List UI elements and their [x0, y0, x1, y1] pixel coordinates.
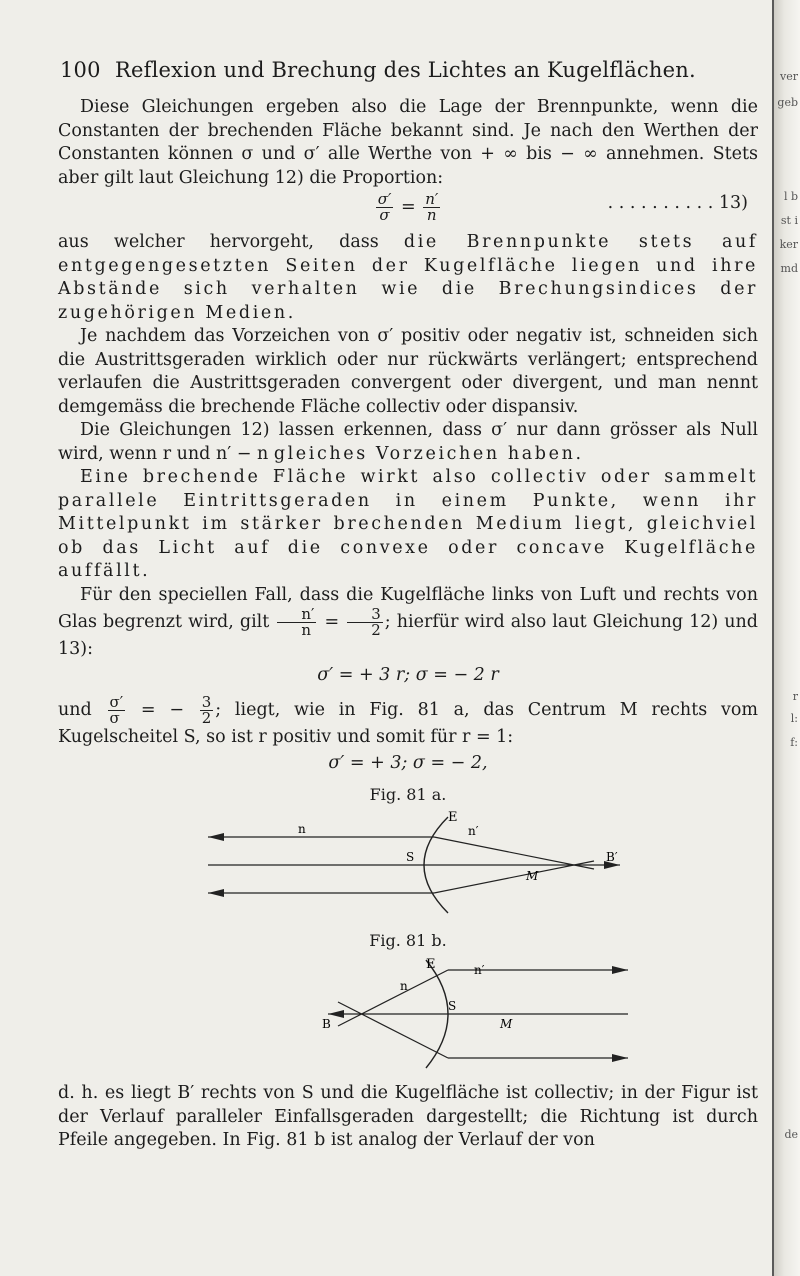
margin-fragment: de — [784, 1128, 798, 1141]
page-header — [60, 58, 750, 82]
margin-fragment: l b — [783, 190, 798, 203]
paragraph-4: Die Gleichungen 12) lassen erkennen, dass σ′ nur dann grösser als Null wird, wenn r und n′ − n gleiches Vorzeichen haben. — [58, 420, 758, 464]
margin-fragment: md — [780, 262, 798, 275]
paragraph-6: Für den speciellen Fall, dass die Kugelfläche links von Luft und rechts von Glas begrenzt wird, gilt $\frac{n'}{n}$ = $\frac{3}{2}$ ; hierfür wird also laut Gleichung 12) und 13): — [58, 584, 758, 659]
figure-81a — [108, 811, 708, 923]
figure-81b — [108, 956, 708, 1074]
fig-b-label-n: n — [400, 979, 408, 993]
eq13-frac-right: $\frac{n'}{n}$ — [425, 190, 439, 224]
fig-a-label-n: n — [298, 821, 306, 836]
fig-a-label-E: E — [448, 810, 458, 825]
fig-b-label-E: E — [426, 957, 436, 972]
adjacent-page-edge — [772, 0, 800, 1276]
margin-fragment: r — [792, 690, 798, 703]
fig-b-label-M: M — [500, 1017, 513, 1031]
eq13-frac-left: $\frac{\sigma'}{\sigma}$ — [377, 190, 392, 224]
margin-fragment: ker — [779, 238, 798, 251]
paragraph-7: und $\frac{\sigma'}{\sigma}$ = − $\frac{3}{2}$ ; liegt, wie in Fig. 81 a, das Centrum M rechts vom Kugelscheitel S, so ist r positiv und somit für r = 1: — [58, 693, 758, 747]
fig-a-label-S: S — [406, 849, 415, 864]
fig-a-label-Bprime: B′ — [606, 849, 618, 864]
margin-fragment: f: — [790, 736, 798, 749]
page-number: 100 — [60, 58, 101, 82]
margin-fragment: l: — [790, 712, 798, 725]
paragraph-3: Je nachdem das Vorzeichen von σ′ positiv oder negativ ist, schneiden sich die Austrittsgeraden wirklich oder nur rückwärts verlängert; entsprechend verlaufen die Austrittsgeraden convergent oder divergent, und man nennt demgemäss die brechende Fläche collectiv oder dispansiv. — [58, 326, 758, 417]
equation-a: σ′ = + 3 r; σ = − 2 r — [317, 664, 499, 685]
fig-a-label-M: M — [526, 868, 539, 883]
paragraph-2: aus welcher hervorgeht, dass die Brennpunkte stets auf entgegengesetzten Seiten der Kugelfläche liegen und ihre Abstände sich verhalten wie die Brechungsindices der zugehörigen Medien. — [58, 232, 758, 323]
margin-fragment: st i — [780, 214, 798, 227]
figure-81b-caption: Fig. 81 b. — [369, 930, 447, 950]
paragraph-1: Diese Gleichungen ergeben also die Lage der Brennpunkte, wenn die Constanten der brechenden Fläche bekannt sind. Je nach den Werthen der Constanten können σ und σ′ alle Werthe von + ∞ bis − ∞ annehmen. Stets aber gilt laut Gleichung 12) die Proportion: — [58, 97, 758, 188]
fig-b-label-S: S — [448, 999, 457, 1013]
equation-13: $\frac{\sigma'}{\sigma}$ = $\frac{n'}{n}$ . . . . . . . . . . 13) — [377, 190, 748, 224]
paragraph-5: Eine brechende Fläche wirkt also collectiv oder sammelt parallele Eintrittsgeraden in einem Punkte, wenn ihr Mittelpunkt im stärker brechenden Medium liegt, gleichviel ob das Licht auf die convexe oder concave Kugelfläche auffällt. — [58, 467, 758, 581]
margin-fragment: ver — [780, 70, 798, 83]
fig-b-label-nprime: n′ — [474, 963, 485, 977]
equation-b: σ′ = + 3; σ = − 2, — [328, 752, 488, 773]
figure-81a-caption: Fig. 81 a. — [369, 785, 447, 804]
fig-b-label-B: B — [322, 1017, 331, 1031]
running-title: Reflexion und Brechung des Lichtes an Kugelflächen. — [115, 58, 696, 82]
fig-a-label-nprime: n′ — [468, 823, 479, 838]
margin-fragment: geb — [777, 96, 798, 109]
paragraph-8: d. h. es liegt B′ rechts von S und die Kugelfläche ist collectiv; in der Figur ist der Verlauf paralleler Einfallsgeraden dargestellt; die Richtung ist durch Pfeile angegeben. In Fig. 81 b ist analog der Verlauf der von — [58, 1083, 758, 1150]
body-text — [58, 96, 758, 1153]
equation-number: . . . . . . . . . . 13) — [607, 193, 748, 213]
